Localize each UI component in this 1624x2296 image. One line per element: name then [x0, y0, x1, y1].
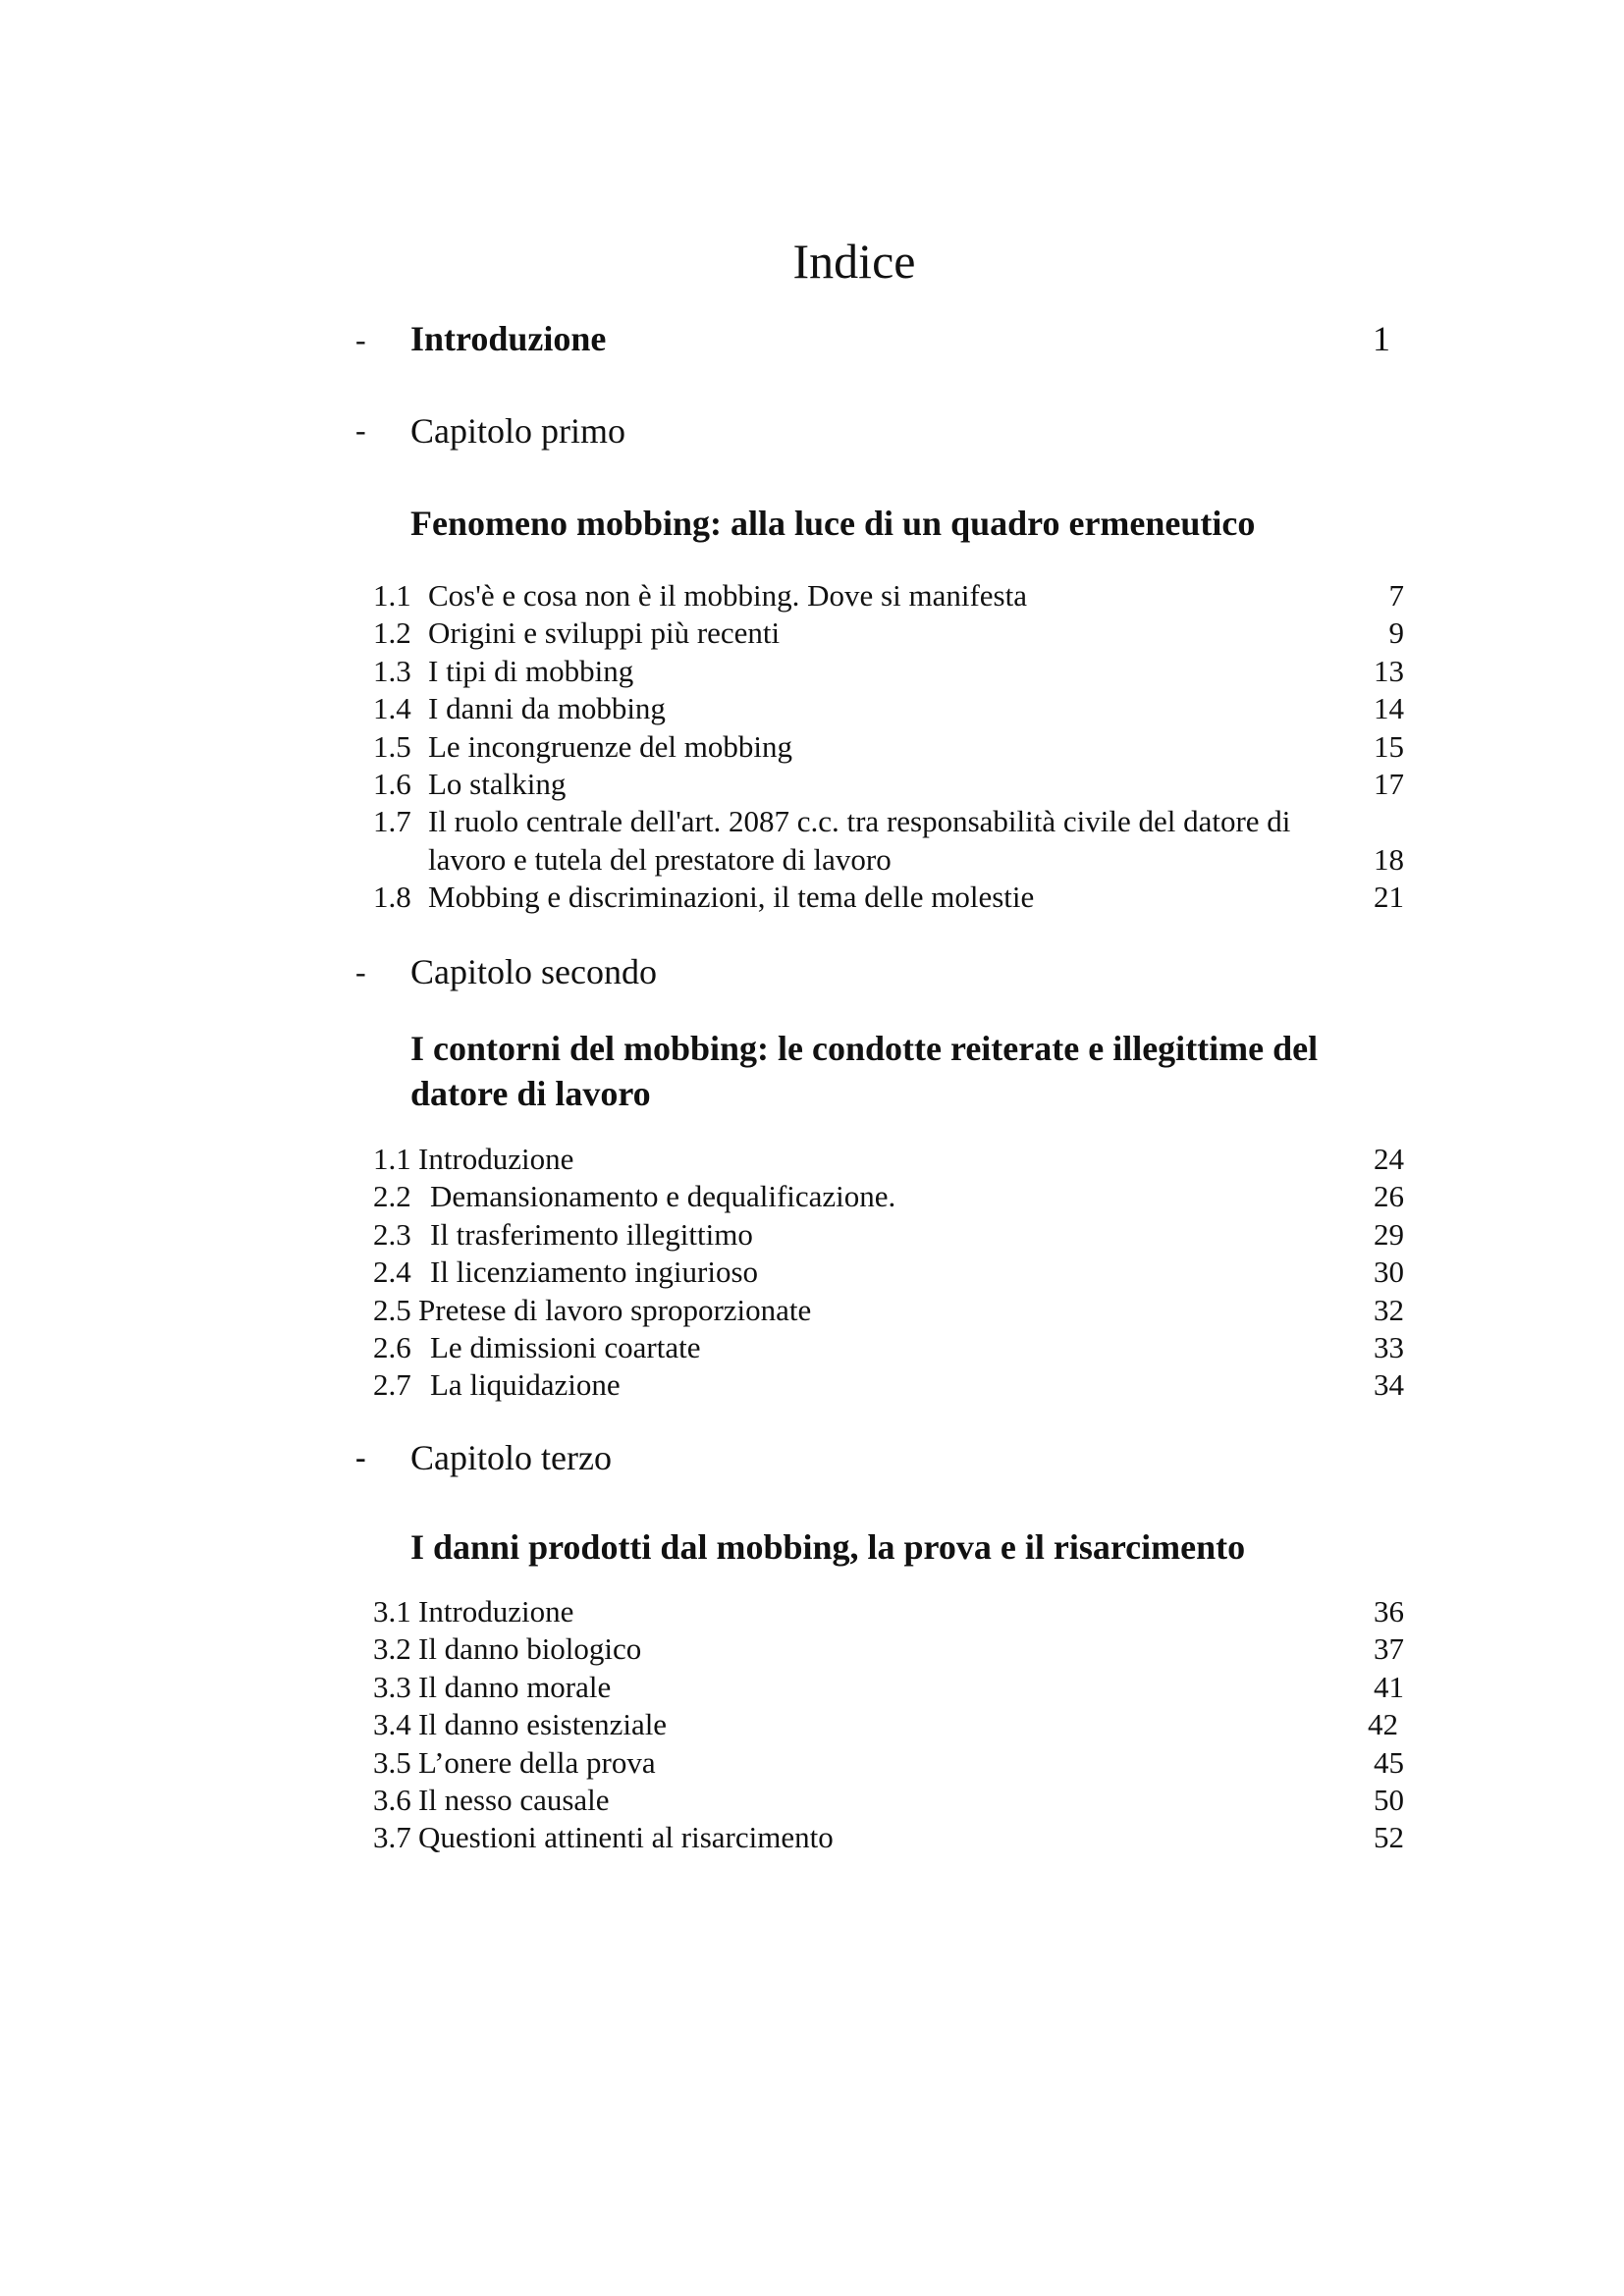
entry-page: 37 [1374, 1631, 1404, 1667]
entry-text: Pretese di lavoro sproporzionate [418, 1292, 812, 1327]
entry-number: 1.4 [373, 691, 411, 726]
toc-entry [373, 1178, 1404, 1215]
intro-dash: - [355, 322, 366, 357]
toc-entry [373, 1216, 1404, 1254]
chapter-3-heading: Capitolo terzo [410, 1438, 612, 1477]
entry-number: 2.6 [373, 1329, 411, 1364]
entry-number: 3.3 [373, 1669, 411, 1704]
entry-number: 1.5 [373, 728, 411, 764]
entry-number: 1.1 [373, 1142, 411, 1176]
intro-page-number: 1 [1373, 319, 1390, 358]
entry-number: 3.2 [373, 1631, 411, 1667]
entry-text: Introduzione [418, 1594, 574, 1629]
toc-entry [373, 728, 1404, 766]
entry-text: Le dimissioni coartate [430, 1329, 701, 1364]
entry-page: 18 [1374, 841, 1404, 877]
entry-page: 36 [1374, 1594, 1404, 1629]
chapter-3-dash: - [355, 1439, 366, 1474]
toc-entry [373, 803, 1404, 879]
entry-number: 3.4 [373, 1707, 411, 1742]
entry-number: 2.4 [373, 1255, 411, 1290]
entry-text: Lo stalking [428, 766, 567, 801]
chapter-2-heading: Capitolo secondo [410, 952, 657, 991]
toc-entry [373, 653, 1404, 690]
entry-page: 42 [1368, 1707, 1398, 1742]
entry-number: 3.6 [373, 1782, 411, 1817]
entry-text: Introduzione [418, 1142, 574, 1176]
entry-number: 1.3 [373, 653, 411, 688]
entry-text: Questioni attinenti al risarcimento [418, 1820, 834, 1855]
toc-entry [373, 1630, 1404, 1668]
entry-page: 32 [1374, 1292, 1404, 1327]
entry-page: 30 [1374, 1255, 1404, 1290]
toc-entry [373, 1593, 1404, 1630]
toc-entry [373, 1706, 1404, 1743]
toc-entry [373, 879, 1404, 916]
toc-entry [373, 1141, 1404, 1178]
toc-entry [373, 1292, 1404, 1329]
entry-number: 2.7 [373, 1367, 411, 1403]
toc-entry [373, 1669, 1404, 1706]
chapter-1-heading: Capitolo primo [410, 411, 625, 451]
entry-page: 41 [1374, 1669, 1404, 1704]
entry-page: 13 [1374, 653, 1404, 688]
chapter-2-entries [373, 1141, 1404, 1405]
chapter-3-title: I danni prodotti dal mobbing, la prova e il risarcimento [410, 1527, 1246, 1567]
page-title: Indice [792, 234, 916, 289]
entry-text: Le incongruenze del mobbing [428, 728, 793, 764]
entry-page: 26 [1374, 1179, 1404, 1214]
entry-text: Il danno morale [418, 1669, 612, 1704]
entry-page: 21 [1374, 880, 1404, 915]
entry-number: 1.6 [373, 766, 411, 801]
entry-number: 2.2 [373, 1179, 411, 1214]
chapter-2-title: I contorni del mobbing: le condotte reiterate e illegittime del datore di lavoro [410, 1029, 1319, 1113]
toc-entry [373, 1782, 1404, 1819]
toc-entry [373, 577, 1404, 614]
entry-page: 17 [1374, 766, 1404, 801]
toc-entry [373, 690, 1404, 727]
entry-page: 15 [1374, 728, 1404, 764]
entry-page: 14 [1374, 691, 1404, 726]
toc-entry [373, 1329, 1404, 1366]
entry-page: 52 [1374, 1820, 1404, 1855]
entry-page: 24 [1374, 1142, 1404, 1176]
entry-number: 1.8 [373, 880, 411, 915]
entry-page: 7 [1388, 578, 1404, 613]
chapter-1-dash: - [355, 412, 366, 448]
entry-text: Cos'è e cosa non è il mobbing. Dove si manifesta [428, 578, 1027, 613]
intro-label: Introduzione [410, 319, 607, 358]
toc-entry [373, 1744, 1404, 1782]
entry-text: I danni da mobbing [428, 691, 666, 726]
entry-text: Il licenziamento ingiurioso [430, 1255, 759, 1290]
entry-text: Il danno biologico [418, 1631, 642, 1667]
chapter-2-dash: - [355, 954, 366, 989]
entry-number: 1.7 [373, 804, 411, 839]
chapter-1-title: Fenomeno mobbing: alla luce di un quadro ermeneutico [410, 504, 1256, 543]
entry-number: 3.7 [373, 1820, 411, 1855]
toc-entry [373, 766, 1404, 803]
entry-text: Il trasferimento illegittimo [430, 1216, 753, 1252]
entry-page: 33 [1374, 1329, 1404, 1364]
entry-text: I tipi di mobbing [428, 653, 634, 688]
toc-entry [373, 614, 1404, 652]
entry-number: 3.5 [373, 1744, 411, 1780]
entry-page: 34 [1374, 1367, 1404, 1403]
entry-text: Il ruolo centrale dell'art. 2087 c.c. tra responsabilità civile del datore di lavoro e tutela del prestatore di lavoro [428, 804, 1291, 877]
chapter-1-entries [373, 577, 1404, 917]
entry-number: 1.2 [373, 615, 411, 651]
toc-entry [373, 1254, 1404, 1291]
entry-text: Demansionamento e dequalificazione. [430, 1179, 896, 1214]
entry-text: L’onere della prova [418, 1744, 656, 1780]
entry-page: 45 [1374, 1744, 1404, 1780]
entry-number: 2.3 [373, 1216, 411, 1252]
entry-text: Il nesso causale [418, 1782, 610, 1817]
toc-entry [373, 1819, 1404, 1856]
entry-page: 9 [1388, 615, 1404, 651]
entry-page: 29 [1374, 1216, 1404, 1252]
entry-text: Il danno esistenziale [418, 1707, 668, 1742]
entry-text: Mobbing e discriminazioni, il tema delle molestie [428, 880, 1035, 915]
toc-entry [373, 1366, 1404, 1404]
entry-page: 50 [1374, 1782, 1404, 1817]
entry-number: 3.1 [373, 1594, 411, 1629]
entry-text: La liquidazione [430, 1367, 621, 1403]
entry-number: 2.5 [373, 1292, 411, 1327]
entry-text: Origini e sviluppi più recenti [428, 615, 781, 651]
chapter-3-entries [373, 1593, 1404, 1857]
entry-number: 1.1 [373, 578, 411, 613]
